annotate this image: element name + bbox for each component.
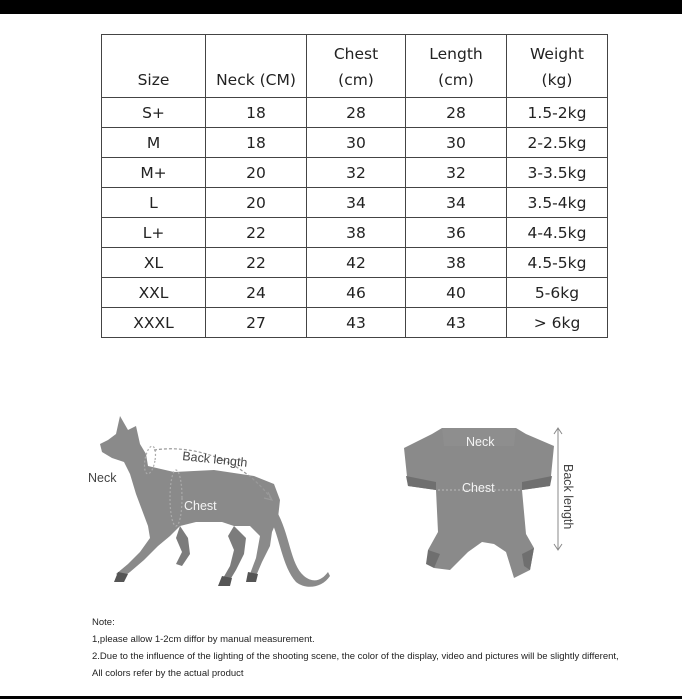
cell-neck: 20	[206, 158, 307, 188]
cell-weight: 3.5-4kg	[507, 188, 608, 218]
cell-chest: 43	[307, 308, 406, 338]
cell-size: XXXL	[102, 308, 206, 338]
cell-neck: 20	[206, 188, 307, 218]
notes-line-3: All colors refer by the actual product	[92, 668, 244, 679]
cell-weight: 5-6kg	[507, 278, 608, 308]
table-row	[102, 248, 608, 278]
cell-length: 43	[406, 308, 507, 338]
cell-weight: 3-3.5kg	[507, 158, 608, 188]
table-row	[102, 218, 608, 248]
notes-line-1: 1,please allow 1-2cm diffor by manual measurement.	[92, 634, 315, 645]
cell-neck: 22	[206, 218, 307, 248]
cell-length: 32	[406, 158, 507, 188]
cell-neck: 18	[206, 98, 307, 128]
cell-size: M+	[102, 158, 206, 188]
size-chart-table	[101, 34, 608, 338]
header-size: Size	[102, 35, 206, 98]
table-header-row	[102, 35, 608, 98]
cat-back-length-label: Back length	[181, 449, 249, 470]
cell-length: 40	[406, 278, 507, 308]
cell-neck: 27	[206, 308, 307, 338]
cat-silhouette-icon	[84, 414, 334, 594]
garment-measurement-diagram	[398, 420, 588, 600]
cell-chest: 32	[307, 158, 406, 188]
cell-length: 36	[406, 218, 507, 248]
header-chest: Chest (cm)	[307, 35, 406, 98]
cell-weight: 4-4.5kg	[507, 218, 608, 248]
garment-neck-label: Neck	[466, 435, 495, 449]
table-row	[102, 278, 608, 308]
table-row	[102, 98, 608, 128]
table-row	[102, 308, 608, 338]
table-row	[102, 128, 608, 158]
cell-length: 34	[406, 188, 507, 218]
cat-neck-label: Neck	[88, 471, 117, 485]
header-weight: Weight (kg)	[507, 35, 608, 98]
cell-weight: 4.5-5kg	[507, 248, 608, 278]
cell-chest: 46	[307, 278, 406, 308]
cat-chest-label: Chest	[184, 499, 217, 513]
garment-chest-label: Chest	[462, 481, 495, 495]
top-black-bar	[0, 0, 682, 14]
cell-size: XL	[102, 248, 206, 278]
cat-measurement-diagram	[84, 414, 334, 594]
cell-chest: 30	[307, 128, 406, 158]
notes-title: Note:	[92, 617, 115, 628]
cell-neck: 24	[206, 278, 307, 308]
notes-section	[92, 614, 672, 682]
cat-body	[100, 416, 280, 578]
cell-chest: 38	[307, 218, 406, 248]
cell-chest: 28	[307, 98, 406, 128]
garment-icon	[398, 420, 588, 600]
cell-weight: 2-2.5kg	[507, 128, 608, 158]
cell-chest: 34	[307, 188, 406, 218]
cell-length: 30	[406, 128, 507, 158]
cell-size: XXL	[102, 278, 206, 308]
cell-size: L	[102, 188, 206, 218]
garment-back-length-label: Back length	[561, 464, 575, 530]
cell-neck: 22	[206, 248, 307, 278]
table-row	[102, 158, 608, 188]
cell-length: 28	[406, 98, 507, 128]
table-row	[102, 188, 608, 218]
cell-length: 38	[406, 248, 507, 278]
header-neck: Neck (CM)	[206, 35, 307, 98]
cat-tail	[270, 510, 330, 587]
cell-weight: 1.5-2kg	[507, 98, 608, 128]
cell-size: S+	[102, 98, 206, 128]
cell-size: L+	[102, 218, 206, 248]
cell-chest: 42	[307, 248, 406, 278]
cell-weight: > 6kg	[507, 308, 608, 338]
cell-neck: 18	[206, 128, 307, 158]
cell-size: M	[102, 128, 206, 158]
notes-line-2: 2.Due to the influence of the lighting of the shooting scene, the color of the display, video and pictures will be slightly different,	[92, 651, 619, 662]
header-length: Length (cm)	[406, 35, 507, 98]
